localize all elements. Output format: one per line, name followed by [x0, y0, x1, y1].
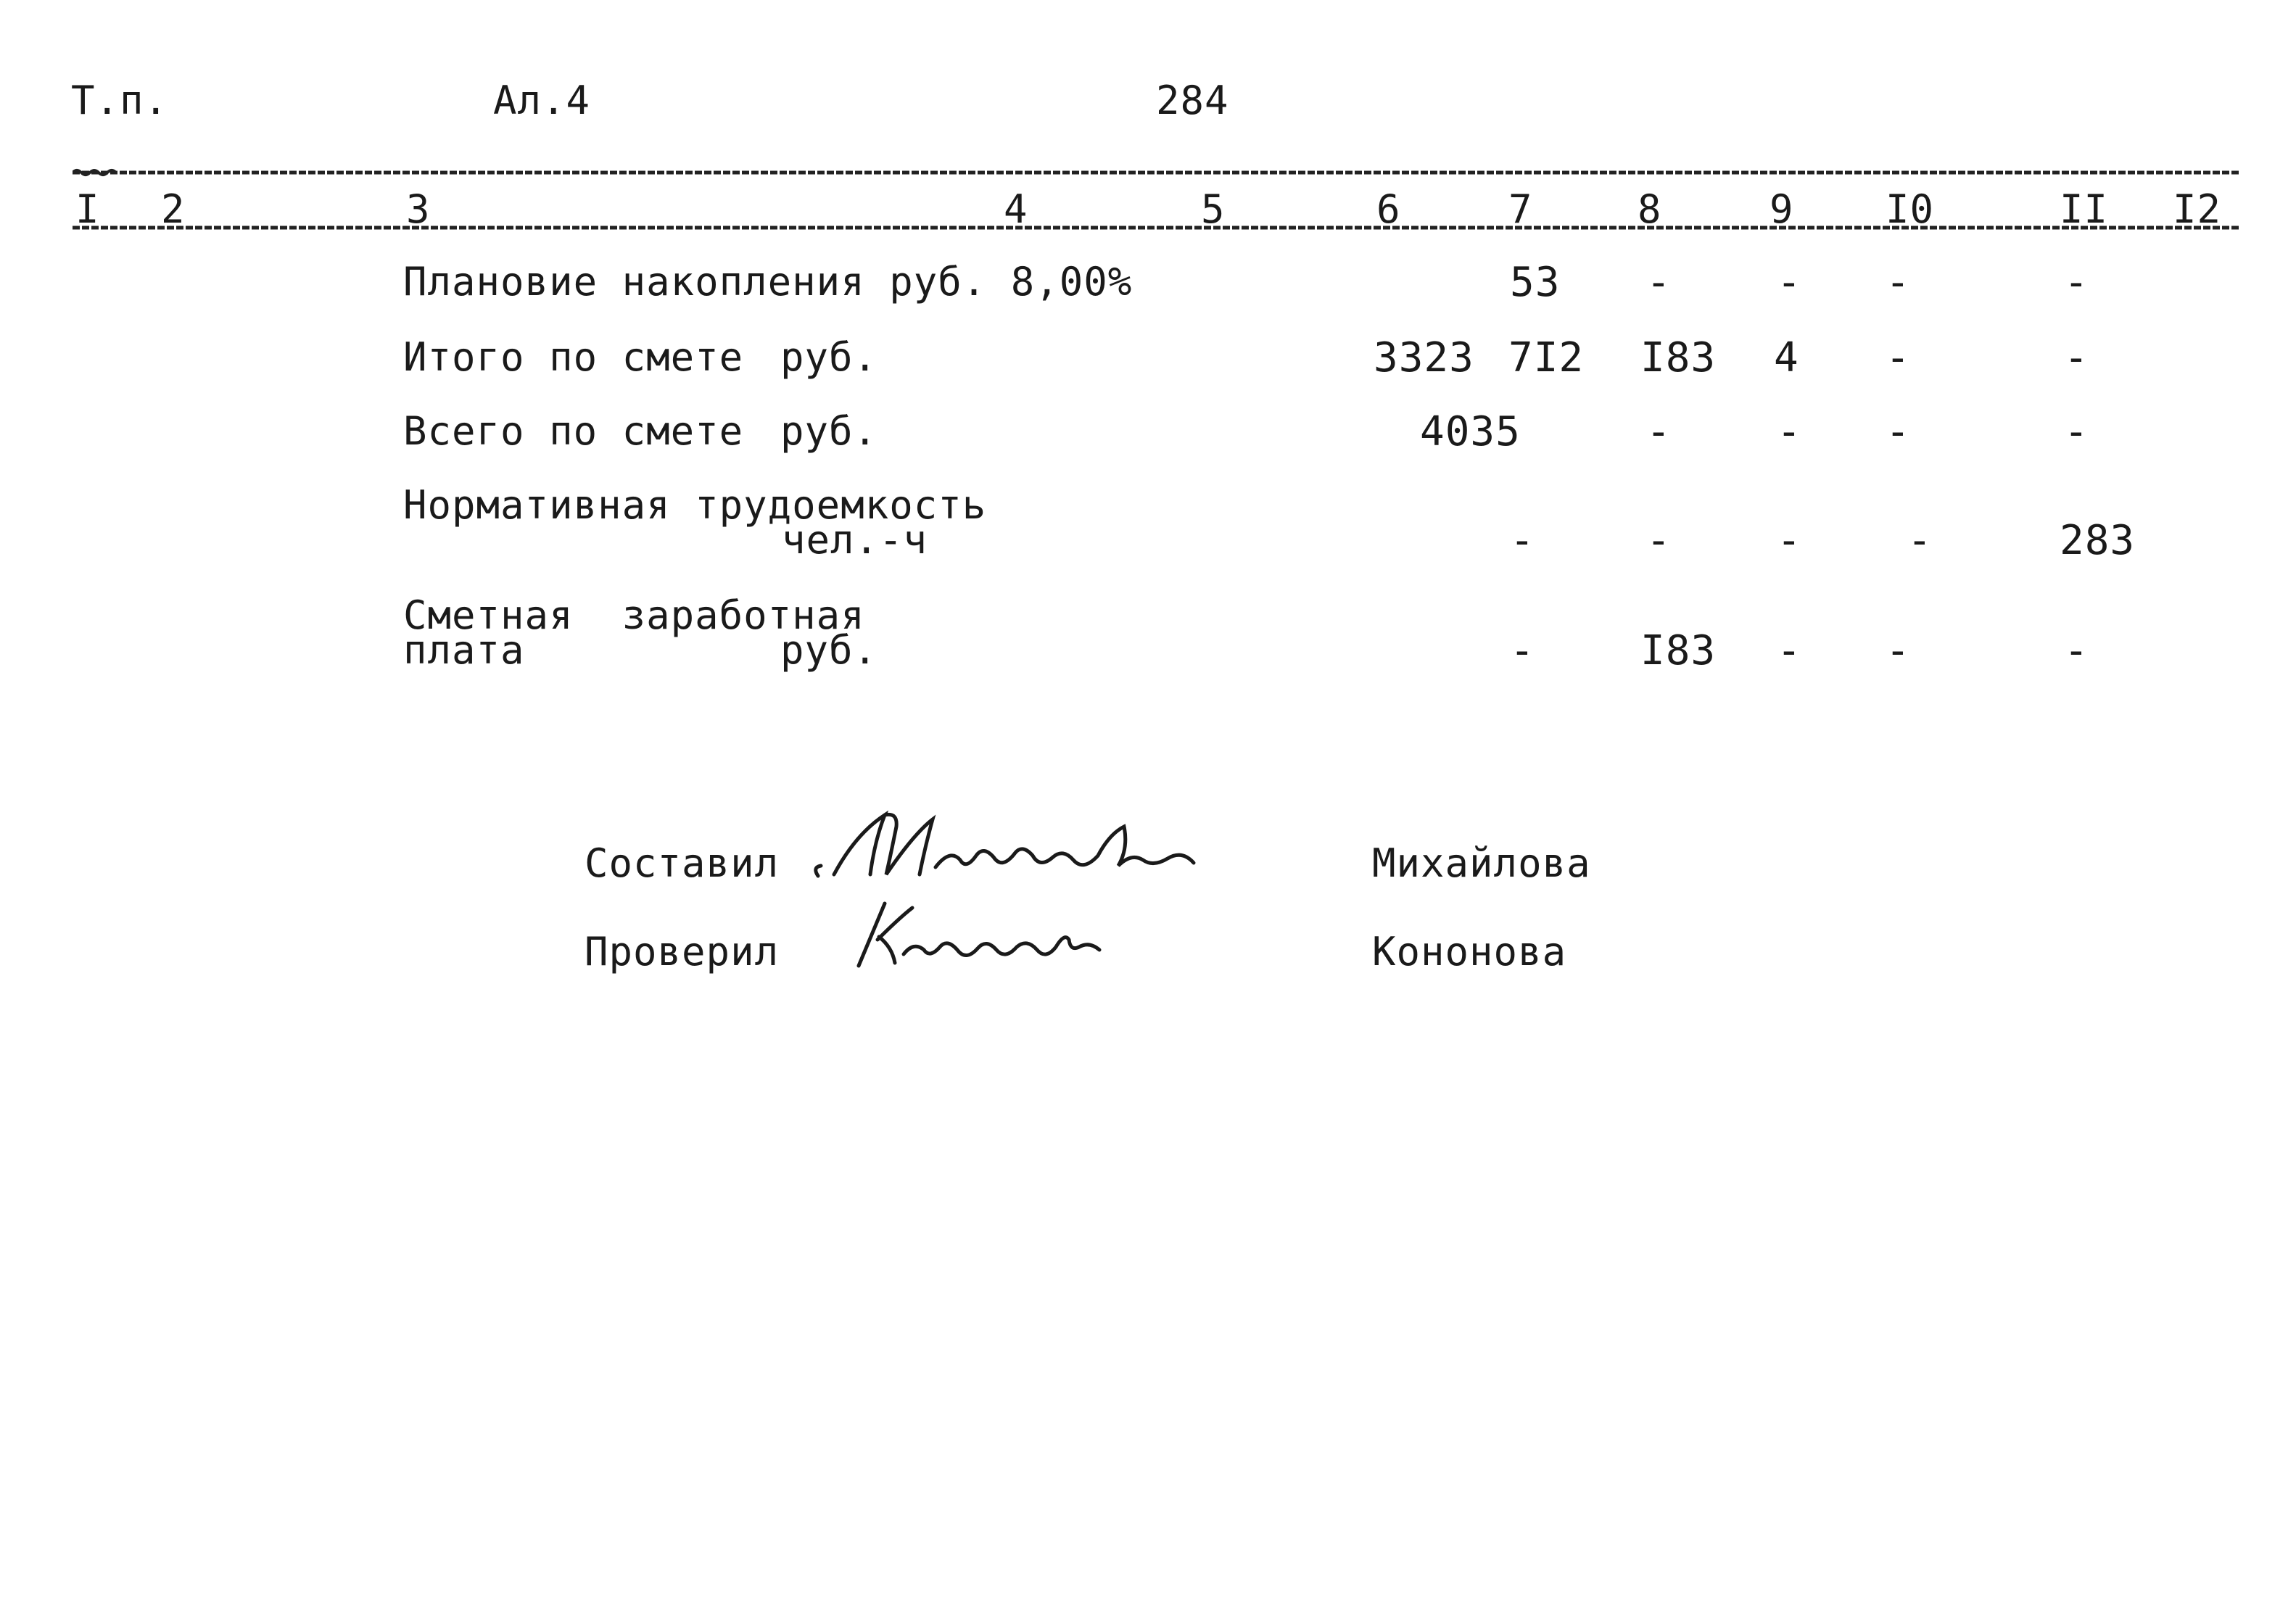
labor-label-line2: чел.-ч [782, 517, 928, 563]
subtotal-label: Итого по смете [403, 334, 744, 380]
checked-signature [834, 896, 1124, 976]
wages-unit: руб. [780, 627, 878, 673]
labor-label-line1: Нормативная трудоемкость [403, 482, 987, 528]
subtotal-col9: 4 [1774, 334, 1799, 381]
total-col10: - [1886, 408, 1911, 455]
wages-label-line2: плата [403, 627, 525, 673]
column-header-3: 3 [406, 186, 431, 232]
total-col9: - [1777, 408, 1802, 455]
compiled-by-name: Михайлова [1372, 840, 1591, 886]
planned-col7: 53 [1510, 259, 1561, 306]
labor-col8: - [1646, 517, 1672, 564]
column-header-1: I [75, 186, 100, 232]
subtotal-col8: I83 [1640, 334, 1717, 381]
wages-col7: - [1510, 627, 1535, 674]
wages-col10: - [1886, 627, 1911, 674]
wages-col11: - [2064, 627, 2089, 674]
planned-accumulation-label: Плановие накопления руб. 8,00% [403, 259, 1133, 305]
table-header-rule [73, 222, 2241, 233]
labor-col11: 283 [2060, 517, 2136, 564]
planned-col9: - [1777, 259, 1802, 306]
compiled-signature [805, 805, 1211, 892]
subtotal-col10: - [1886, 334, 1911, 381]
column-header-11: II [2060, 186, 2109, 232]
album-number: Ал.4 [493, 78, 591, 123]
column-header-9: 9 [1770, 186, 1794, 232]
labor-col10: - [1907, 517, 1933, 564]
column-header-6: 6 [1376, 186, 1401, 232]
page-number: 284 [1156, 78, 1229, 123]
total-col11: - [2064, 408, 2089, 455]
planned-col10: - [1886, 259, 1911, 306]
checked-by-name: Кононова [1372, 929, 1567, 975]
column-header-12: I2 [2173, 186, 2222, 232]
total-unit: руб. [780, 408, 878, 454]
compiled-by-label: Составил [585, 840, 780, 886]
labor-col9: - [1777, 517, 1802, 564]
column-header-5: 5 [1201, 186, 1226, 232]
planned-col8: - [1646, 259, 1672, 306]
table-top-rule [73, 167, 2241, 178]
total-col6-7: 4035 [1420, 408, 1521, 455]
subtotal-unit: руб. [780, 334, 878, 380]
wages-col8: I83 [1640, 627, 1717, 674]
checked-by-label: Проверил [585, 929, 780, 975]
column-header-2: 2 [161, 186, 186, 232]
total-label: Всего по смете [403, 408, 744, 454]
subtotal-col7: 7I2 [1508, 334, 1585, 381]
column-header-4: 4 [1004, 186, 1028, 232]
column-header-7: 7 [1508, 186, 1533, 232]
planned-col11: - [2064, 259, 2089, 306]
column-header-10: I0 [1886, 186, 1935, 232]
column-header-8: 8 [1638, 186, 1662, 232]
labor-col7: - [1510, 517, 1535, 564]
subtotal-col11: - [2064, 334, 2089, 381]
document-code: Т.п. [71, 78, 169, 123]
total-col8: - [1646, 408, 1672, 455]
wages-col9: - [1777, 627, 1802, 674]
subtotal-col6: 3323 [1374, 334, 1474, 381]
wages-label-line1: Сметная заработная [403, 592, 865, 638]
